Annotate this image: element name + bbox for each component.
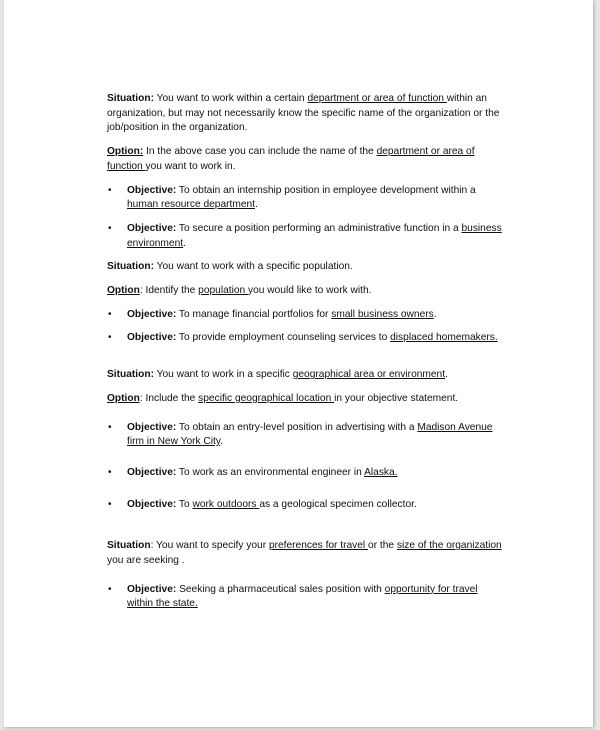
bullet-icon: •	[108, 421, 112, 433]
option-department: Option: In the above case you can include the name of the department or area of function you want to work in.	[107, 146, 475, 172]
objective-list-geography	[107, 421, 502, 513]
objective-item: • Objective: To work outdoors as a geological specimen collector.	[107, 498, 502, 513]
bullet-icon: •	[108, 222, 112, 234]
bullet-icon: •	[108, 332, 112, 344]
situation-department: Situation: You want to work within a certain department or area of function within an organization, but may not necessarily know the specific name of the organization or the job/position in the organization.	[107, 93, 500, 134]
bullet-icon: •	[108, 466, 112, 478]
situation-travel: Situation: You want to specify your preferences for travel or the size of the organization you are seeking .	[107, 540, 502, 567]
objective-item: • Objective: To provide employment counseling services to displaced homemakers.	[107, 331, 502, 346]
objective-list-travel	[107, 583, 502, 612]
situation-geography: Situation: You want to work in a specific geographical area or environment.	[107, 369, 448, 381]
objective-item: • Objective: To manage financial portfolios for small business owners.	[107, 308, 502, 323]
option-geography: Option: Include the specific geographical location in your objective statement.	[107, 392, 459, 404]
objective-item: • Objective: Seeking a pharmaceutical sales position with opportunity for travel within the state.	[108, 583, 478, 610]
bullet-icon: •	[108, 184, 112, 196]
document-page	[4, 0, 593, 727]
situation-population: Situation: You want to work with a specific population.	[107, 261, 353, 273]
objective-item: • Objective: To secure a position performing an administrative function in a business environment.	[108, 222, 502, 249]
objective-list-department	[107, 184, 502, 252]
objective-item: • Objective: To obtain an entry-level position in advertising with a Madison Avenue firm in New York City.	[108, 421, 493, 448]
objective-item: • Objective: To work as an environmental engineer in Alaska.	[107, 466, 502, 481]
bullet-icon: •	[108, 498, 112, 510]
bullet-icon: •	[108, 583, 112, 595]
option-population: Option: Identify the population you would like to work with.	[107, 285, 372, 297]
bullet-icon: •	[108, 308, 112, 320]
objective-item: • Objective: To obtain an internship position in employee development within a human resource department.	[108, 184, 476, 211]
document-body	[107, 92, 502, 621]
objective-list-population	[107, 308, 502, 346]
